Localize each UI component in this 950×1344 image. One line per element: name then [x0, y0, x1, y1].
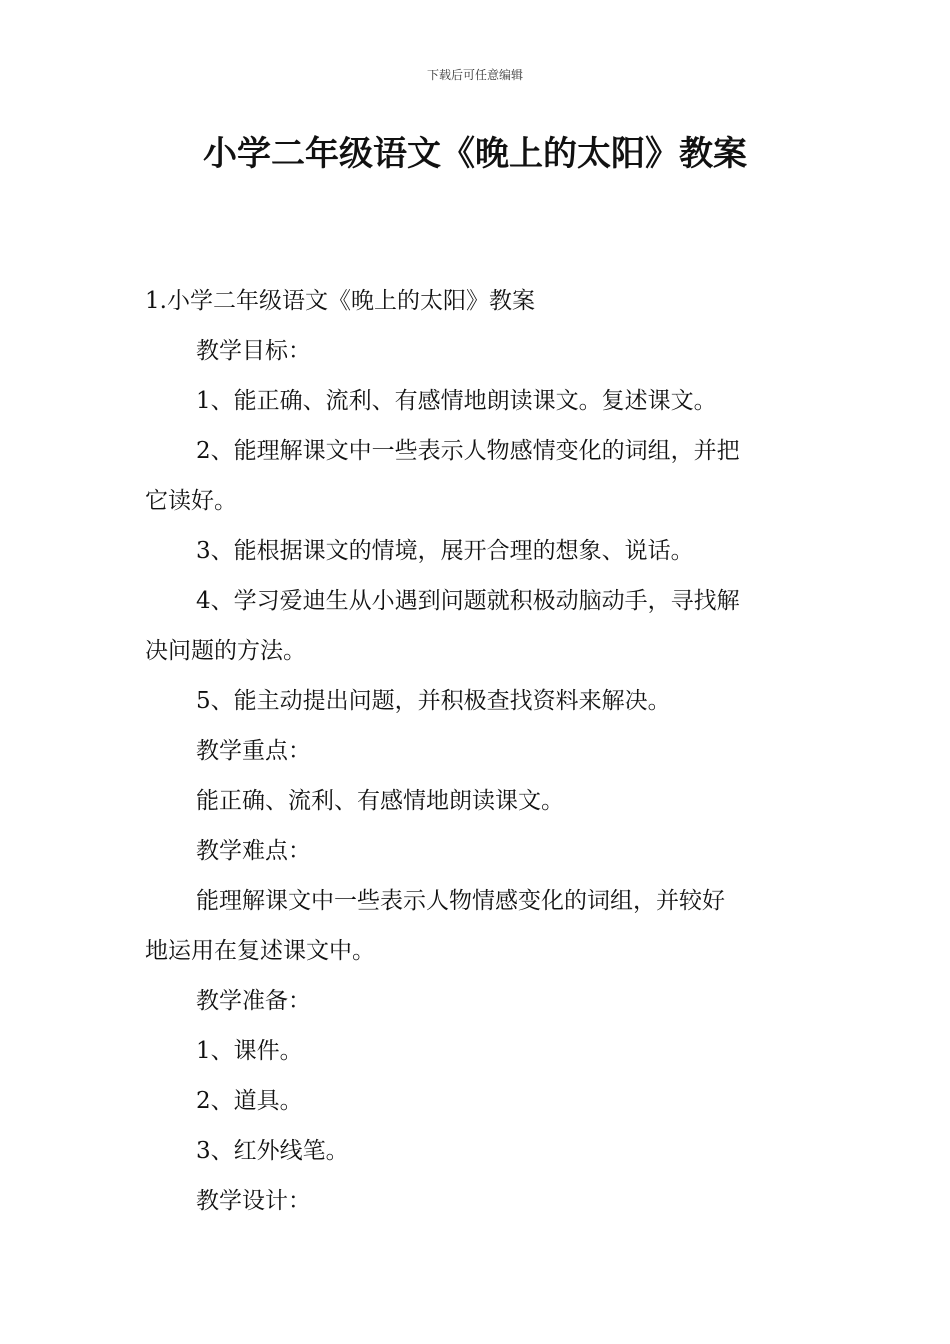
paragraph-line: 决问题的方法。: [145, 638, 306, 664]
paragraph-line: 4、学习爱迪生从小遇到问题就积极动脑动手，寻找解: [196, 588, 740, 614]
paragraph-line: 3、能根据课文的情境，展开合理的想象、说话。: [196, 538, 694, 564]
paragraph-line: 教学重点：: [196, 738, 311, 764]
paragraph-line: 教学准备：: [196, 988, 311, 1014]
paragraph-line: 2、能理解课文中一些表示人物感情变化的词组，并把: [196, 438, 740, 464]
document-title: 小学二年级语文《晚上的太阳》教案: [203, 134, 747, 174]
paragraph-line: 1、能正确、流利、有感情地朗读课文。复述课文。: [196, 388, 717, 414]
section-heading: 1.小学二年级语文《晚上的太阳》教案: [145, 288, 535, 314]
document-body: [145, 276, 810, 1226]
paragraph-line: 教学设计：: [196, 1188, 311, 1214]
paragraph-line: 教学难点：: [196, 838, 311, 864]
paragraph-line: 它读好。: [145, 488, 237, 514]
paragraph-line: 2、道具。: [196, 1088, 303, 1114]
header-note: 下载后可任意编辑: [426, 68, 523, 82]
paragraph-line: 能理解课文中一些表示人物情感变化的词组，并较好: [196, 888, 725, 914]
paragraph-line: 3、红外线笔。: [196, 1138, 349, 1164]
paragraph-line: 能正确、流利、有感情地朗读课文。: [196, 788, 564, 814]
paragraph-line: 地运用在复述课文中。: [145, 938, 375, 964]
paragraph-line: 教学目标：: [196, 338, 311, 364]
paragraph-line: 5、能主动提出问题，并积极查找资料来解决。: [196, 688, 671, 714]
paragraph-line: 1、课件。: [196, 1038, 303, 1064]
